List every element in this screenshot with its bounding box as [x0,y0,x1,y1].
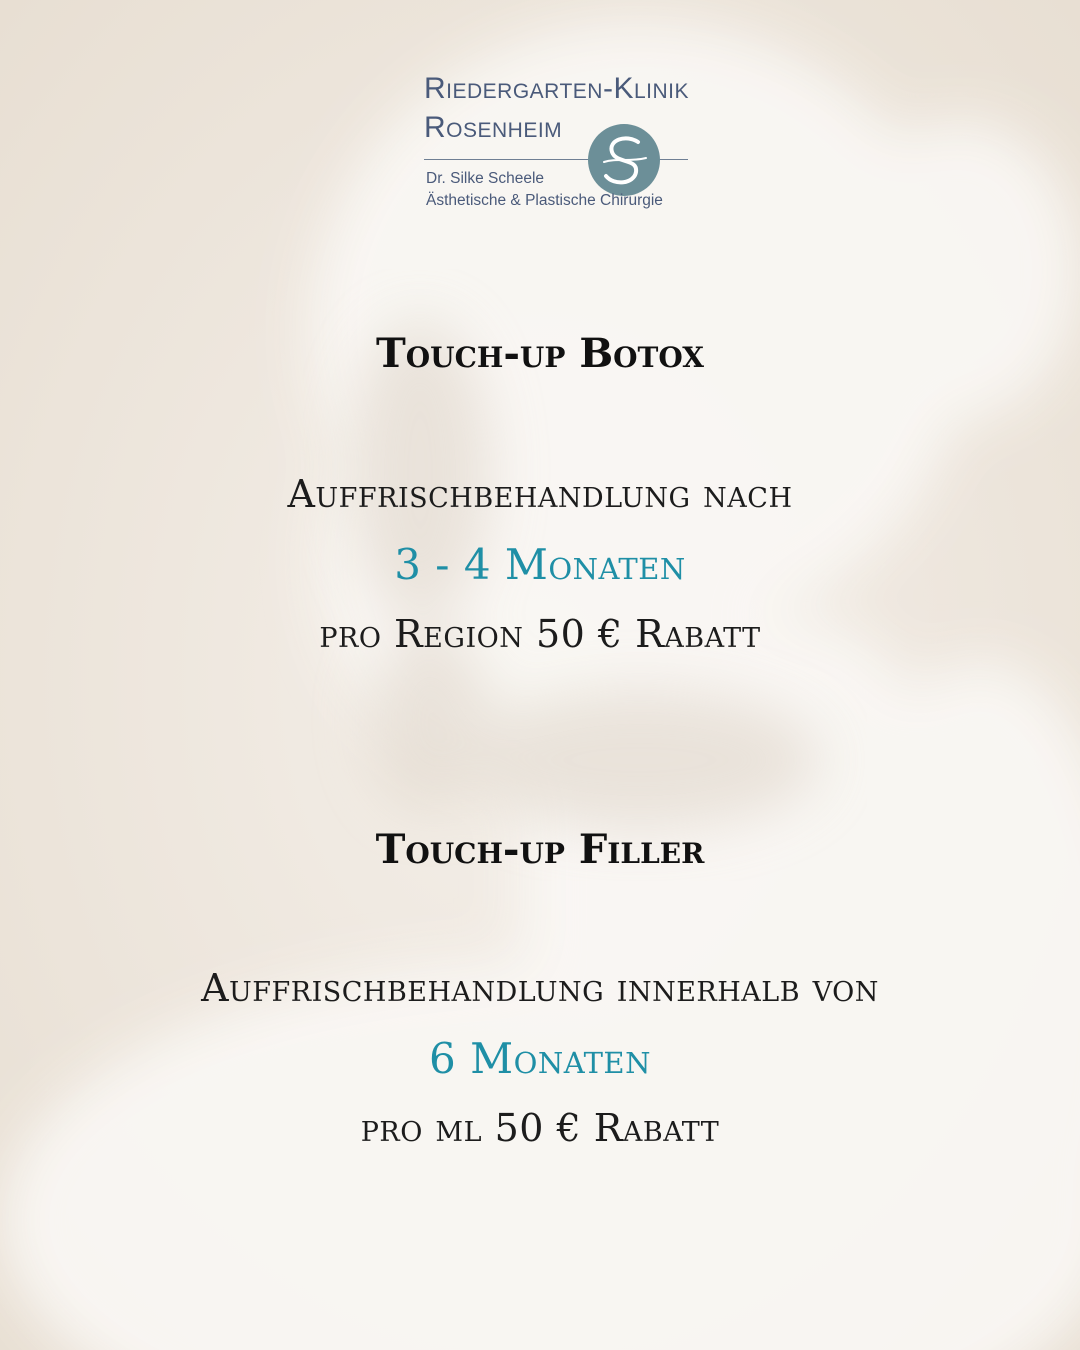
logo-name-line1: Riedergarten-Klinik [424,72,689,105]
logo-s-mark-icon [586,122,662,198]
filler-line3: pro ml 50 € Rabatt [360,1106,720,1150]
filler-highlight: 6 Monaten [429,1034,651,1083]
filler-title: Touch-up Filler [375,826,705,873]
logo-rule-left [424,159,592,160]
botox-highlight: 3 - 4 Monaten [394,540,686,589]
botox-title: Touch-up Botox [376,330,704,377]
botox-line3: pro Region 50 € Rabatt [319,612,761,656]
logo-rule-right [658,159,688,160]
logo-name-line2: Rosenheim [424,111,563,144]
filler-line1: Auffrischbehandlung innerhalb von [201,966,879,1010]
logo-doctor-name: Dr. Silke Scheele [426,170,545,187]
clinic-logo [420,66,700,216]
logo-specialty: Ästhetische & Plastische Chirurgie [426,192,663,209]
botox-line1: Auffrischbehandlung nach [287,472,793,516]
